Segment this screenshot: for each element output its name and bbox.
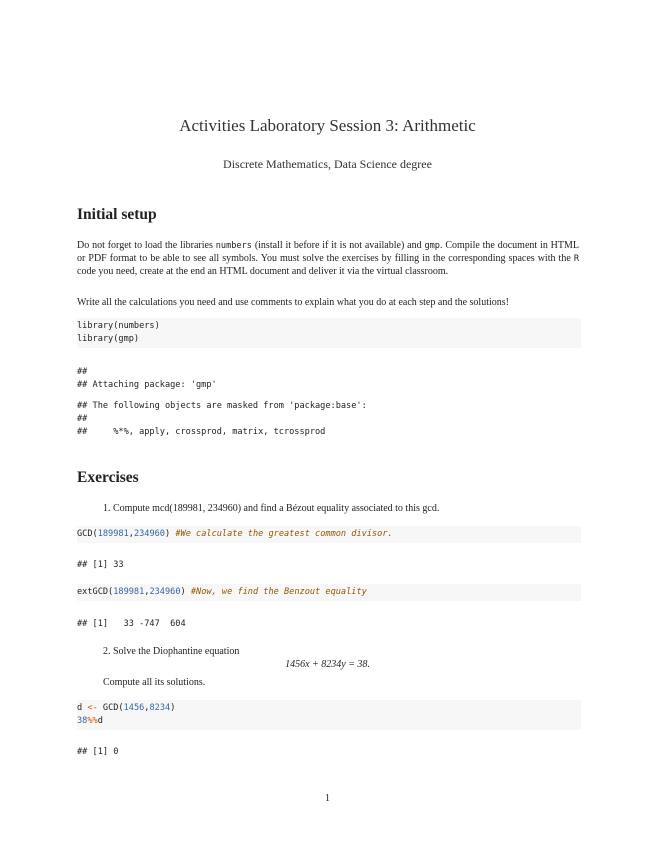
output-mod: ## [1] 0: [77, 747, 119, 757]
code-token: d: [77, 703, 88, 713]
output-line: ## %*%, apply, crossprod, matrix, tcrossprod: [77, 427, 326, 437]
output-extgcd: ## [1] 33 -747 604: [77, 619, 186, 629]
code-block-libraries: [77, 318, 581, 348]
output-gcd: ## [1] 33: [77, 560, 124, 570]
output-line: ##: [77, 367, 88, 377]
code-token: ): [180, 587, 186, 597]
code-token: ): [164, 529, 171, 539]
code-line: [77, 528, 581, 541]
code-block-extgcd: [77, 584, 581, 601]
output-line: ## The following objects are masked from 'package:base':: [77, 401, 367, 411]
inline-code-gmp: gmp: [424, 241, 440, 251]
code-line: [77, 586, 581, 599]
code-number: 189981: [113, 587, 145, 597]
code-block-gcd: [77, 526, 581, 543]
code-number: 38: [77, 716, 88, 726]
code-number: 189981: [97, 529, 129, 539]
code-token: ,: [128, 529, 134, 539]
code-token: ,: [144, 587, 150, 597]
code-number: 234960: [133, 529, 165, 539]
code-line: [77, 715, 581, 728]
output-line: ##: [77, 414, 88, 424]
section-heading-exercises: Exercises: [77, 469, 139, 486]
setup-instructions: Write all the calculations you need and use comments to explain what you do at each step and the solutions!: [77, 297, 509, 308]
code-token: ,: [144, 703, 150, 713]
inline-code-numbers: numbers: [215, 241, 252, 251]
text-fragment: . Compile the document in HTML or PDF format to be able to see all symbols. You must solve the exercises by filling in the corresponding spaces with the: [77, 240, 580, 264]
code-token: extGCD(: [77, 587, 114, 597]
page-number: 1: [325, 793, 330, 804]
code-line: library(numbers): [77, 321, 160, 331]
code-operator: <-: [87, 703, 98, 713]
text-fragment: (install it before if it is not available) and: [251, 240, 425, 251]
output-line: ## Attaching package: 'gmp': [77, 380, 217, 390]
exercise-2-followup: Compute all its solutions.: [103, 677, 206, 688]
code-token: d: [97, 716, 103, 726]
diophantine-equation: 1456x + 8234y = 38.: [285, 659, 370, 670]
code-number: 8234: [149, 703, 171, 713]
code-line: library(gmp): [77, 334, 140, 344]
inline-code-r: R: [573, 253, 579, 264]
exercise-1-text: Compute mcd(189981, 234960) and find a Bézout equality associated to this gcd.: [113, 503, 440, 514]
section-heading-initial-setup: Initial setup: [77, 206, 157, 223]
code-number: 234960: [149, 587, 181, 597]
spacer: [77, 392, 581, 400]
page-subtitle: Discrete Mathematics, Data Science degree: [223, 157, 432, 171]
text-fragment: code you need, create at the end an HTML document and deliver it via the virtual classroom.: [77, 265, 449, 277]
code-comment: #We calculate the greatest common divisor.: [175, 529, 393, 539]
code-comment: #Now, we find the Benzout equality: [190, 587, 367, 597]
setup-paragraph: [77, 240, 579, 278]
code-token: ): [170, 703, 176, 713]
list-number: 1.: [103, 503, 111, 514]
code-token: GCD(: [97, 703, 124, 713]
text-fragment: Do not forget to load the libraries: [77, 240, 216, 251]
code-line: [77, 702, 581, 715]
exercise-2-text: Solve the Diophantine equation: [113, 646, 240, 657]
code-operator: %%: [87, 716, 98, 726]
code-token: GCD(: [77, 529, 98, 539]
list-number: 2.: [103, 646, 111, 657]
exercise-2: [103, 646, 239, 657]
page-title: Activities Laboratory Session 3: Arithmetic: [179, 116, 476, 135]
exercise-1: [103, 503, 439, 514]
code-number: 1456: [123, 703, 145, 713]
output-block-attach: [77, 366, 581, 439]
code-block-diophantine: [77, 700, 581, 730]
